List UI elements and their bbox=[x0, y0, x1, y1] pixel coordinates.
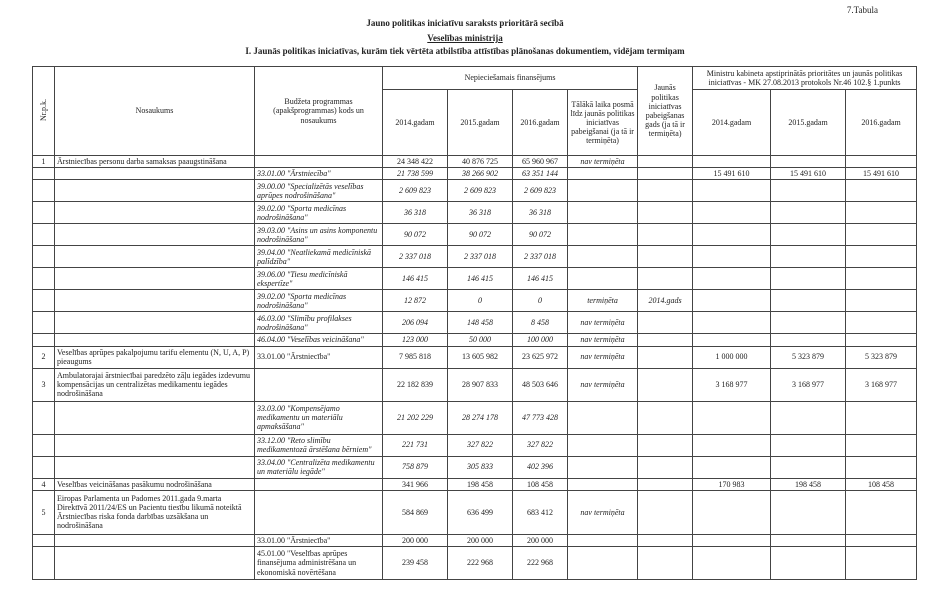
cell-v15: 200 000 bbox=[448, 534, 513, 546]
cell-c16: 5 323 879 bbox=[846, 346, 917, 368]
cell-v16: 2 337 018 bbox=[513, 246, 568, 268]
col-cab-2016: 2016.gadam bbox=[846, 90, 917, 156]
cell-prog: 39.03.00 "Asins un asins komponentu nodrošināšana" bbox=[255, 224, 383, 246]
table-row bbox=[33, 180, 917, 202]
cell-v15: 327 822 bbox=[448, 434, 513, 456]
cell-c15: 5 323 879 bbox=[771, 346, 846, 368]
cell-name bbox=[55, 168, 255, 180]
cell-prog: 33.04.00 "Centralizēta medikamentu un materiālu iegāde" bbox=[255, 456, 383, 478]
table-row bbox=[33, 546, 917, 579]
cell-v15: 38 266 902 bbox=[448, 168, 513, 180]
table-row bbox=[33, 312, 917, 334]
cell-c14: 170 983 bbox=[693, 478, 771, 490]
cell-end bbox=[638, 401, 693, 434]
cell-c16 bbox=[846, 224, 917, 246]
cell-c14: 1 000 000 bbox=[693, 346, 771, 368]
table-row bbox=[33, 168, 917, 180]
cell-name: Veselības aprūpes pakalpojumu tarifu elementu (N, U, A, P) pieaugums bbox=[55, 346, 255, 368]
document-title: Jauno politikas iniciatīvu saraksts prioritārā secībā bbox=[366, 18, 564, 28]
cell-c15: 3 168 977 bbox=[771, 368, 846, 401]
cell-end bbox=[638, 246, 693, 268]
table-row bbox=[33, 478, 917, 490]
cell-name bbox=[55, 290, 255, 312]
cell-v15: 148 458 bbox=[448, 312, 513, 334]
cell-end bbox=[638, 334, 693, 346]
cell-c15 bbox=[771, 290, 846, 312]
cell-c14 bbox=[693, 312, 771, 334]
cell-nr bbox=[33, 546, 55, 579]
cell-c15 bbox=[771, 534, 846, 546]
cell-v14: 758 879 bbox=[383, 456, 448, 478]
cell-nr bbox=[33, 334, 55, 346]
cell-v16: 683 412 bbox=[513, 490, 568, 534]
table-row bbox=[33, 334, 917, 346]
col-2014: 2014.gadam bbox=[383, 90, 448, 156]
cell-c16 bbox=[846, 180, 917, 202]
cell-prog: 33.01.00 "Ārstniecība" bbox=[255, 168, 383, 180]
cell-c16 bbox=[846, 202, 917, 224]
cell-prog: 39.06.00 "Tiesu medicīniskā ekspertīze" bbox=[255, 268, 383, 290]
col-2016: 2016.gadam bbox=[513, 90, 568, 156]
cell-nr bbox=[33, 434, 55, 456]
table-row bbox=[33, 434, 917, 456]
cell-v14: 221 731 bbox=[383, 434, 448, 456]
cell-c16 bbox=[846, 268, 917, 290]
cell-lt: nav termiņēta bbox=[568, 312, 638, 334]
cell-nr bbox=[33, 202, 55, 224]
cell-lt bbox=[568, 268, 638, 290]
cell-v16: 65 960 967 bbox=[513, 156, 568, 168]
col-cab-2014: 2014.gadam bbox=[693, 90, 771, 156]
cell-lt: nav termiņēta bbox=[568, 156, 638, 168]
col-2015: 2015.gadam bbox=[448, 90, 513, 156]
cell-end bbox=[638, 478, 693, 490]
cell-v15: 13 605 982 bbox=[448, 346, 513, 368]
table-row bbox=[33, 246, 917, 268]
cell-c16 bbox=[846, 490, 917, 534]
cell-nr bbox=[33, 290, 55, 312]
cell-c14 bbox=[693, 224, 771, 246]
cell-name: Eiropas Parlamenta un Padomes 2011.gada 9.marta Direktīvā 2011/24/ES un Pacientu tiesību likumā noteiktā Ārstniecības riska fonda darbības uzsākšana un nodrošināšana bbox=[55, 490, 255, 534]
cell-v14: 206 094 bbox=[383, 312, 448, 334]
cell-v15: 2 337 018 bbox=[448, 246, 513, 268]
initiatives-table bbox=[32, 66, 917, 580]
cell-lt bbox=[568, 546, 638, 579]
cell-nr: 5 bbox=[33, 490, 55, 534]
cell-nr bbox=[33, 224, 55, 246]
cell-name bbox=[55, 456, 255, 478]
cell-c15 bbox=[771, 246, 846, 268]
cell-end bbox=[638, 368, 693, 401]
cell-nr: 1 bbox=[33, 156, 55, 168]
cell-lt bbox=[568, 168, 638, 180]
cell-end bbox=[638, 202, 693, 224]
table-row bbox=[33, 534, 917, 546]
cell-nr bbox=[33, 246, 55, 268]
cell-v15: 0 bbox=[448, 290, 513, 312]
cell-c15 bbox=[771, 456, 846, 478]
cell-lt bbox=[568, 434, 638, 456]
cell-c14 bbox=[693, 180, 771, 202]
cell-nr: 2 bbox=[33, 346, 55, 368]
cell-c15 bbox=[771, 202, 846, 224]
cell-v14: 2 609 823 bbox=[383, 180, 448, 202]
cell-name bbox=[55, 180, 255, 202]
cell-c14 bbox=[693, 490, 771, 534]
cell-end bbox=[638, 168, 693, 180]
cell-lt bbox=[568, 401, 638, 434]
cell-v14: 146 415 bbox=[383, 268, 448, 290]
cell-c15 bbox=[771, 490, 846, 534]
table-row bbox=[33, 346, 917, 368]
cell-c14 bbox=[693, 534, 771, 546]
cell-v15: 305 833 bbox=[448, 456, 513, 478]
cell-v14: 12 872 bbox=[383, 290, 448, 312]
cell-prog: 33.01.00 "Ārstniecība" bbox=[255, 346, 383, 368]
cell-v14: 22 182 839 bbox=[383, 368, 448, 401]
cell-end bbox=[638, 346, 693, 368]
table-row bbox=[33, 401, 917, 434]
cell-c16 bbox=[846, 401, 917, 434]
cell-c15 bbox=[771, 312, 846, 334]
cell-c15 bbox=[771, 156, 846, 168]
cell-v15: 222 968 bbox=[448, 546, 513, 579]
cell-v14: 21 738 599 bbox=[383, 168, 448, 180]
cell-v16: 63 351 144 bbox=[513, 168, 568, 180]
cell-v15: 40 876 725 bbox=[448, 156, 513, 168]
cell-c15: 15 491 610 bbox=[771, 168, 846, 180]
cell-prog: 33.12.00 "Reto slimību medikamentozā ārstēšana bērniem" bbox=[255, 434, 383, 456]
table-row bbox=[33, 290, 917, 312]
cell-nr bbox=[33, 312, 55, 334]
cell-c14 bbox=[693, 434, 771, 456]
cell-nr bbox=[33, 456, 55, 478]
cell-name bbox=[55, 334, 255, 346]
cell-name bbox=[55, 202, 255, 224]
cell-v15: 146 415 bbox=[448, 268, 513, 290]
cell-c16 bbox=[846, 312, 917, 334]
cell-v16: 108 458 bbox=[513, 478, 568, 490]
col-funding: Nepieciešamais finansējums bbox=[383, 67, 638, 90]
cell-v16: 0 bbox=[513, 290, 568, 312]
cell-c14 bbox=[693, 456, 771, 478]
cell-c15 bbox=[771, 224, 846, 246]
cell-nr bbox=[33, 401, 55, 434]
cell-v14: 584 869 bbox=[383, 490, 448, 534]
cell-lt bbox=[568, 478, 638, 490]
cell-end bbox=[638, 312, 693, 334]
cell-c15 bbox=[771, 434, 846, 456]
cell-c14 bbox=[693, 156, 771, 168]
cell-c16: 108 458 bbox=[846, 478, 917, 490]
cell-v16: 90 072 bbox=[513, 224, 568, 246]
cell-prog: 46.03.00 "Slimību profilakses nodrošināšana" bbox=[255, 312, 383, 334]
cell-prog: 39.02.00 "Sporta medicīnas nodrošināšana" bbox=[255, 202, 383, 224]
cell-v14: 123 000 bbox=[383, 334, 448, 346]
cell-c15 bbox=[771, 268, 846, 290]
cell-c14: 15 491 610 bbox=[693, 168, 771, 180]
cell-v16: 327 822 bbox=[513, 434, 568, 456]
cell-nr bbox=[33, 268, 55, 290]
cell-name bbox=[55, 401, 255, 434]
cell-c16 bbox=[846, 546, 917, 579]
cell-lt: nav termiņēta bbox=[568, 346, 638, 368]
cell-c16 bbox=[846, 534, 917, 546]
cell-c14 bbox=[693, 202, 771, 224]
cell-lt: nav termiņēta bbox=[568, 334, 638, 346]
cell-lt bbox=[568, 202, 638, 224]
cell-c14 bbox=[693, 546, 771, 579]
cell-end bbox=[638, 434, 693, 456]
cell-prog bbox=[255, 156, 383, 168]
cell-c14 bbox=[693, 334, 771, 346]
table-row bbox=[33, 224, 917, 246]
cell-lt bbox=[568, 456, 638, 478]
cell-v16: 2 609 823 bbox=[513, 180, 568, 202]
cell-v16: 100 000 bbox=[513, 334, 568, 346]
cell-end bbox=[638, 546, 693, 579]
cell-lt bbox=[568, 246, 638, 268]
cell-name bbox=[55, 312, 255, 334]
cell-prog bbox=[255, 368, 383, 401]
cell-c16 bbox=[846, 156, 917, 168]
cell-lt bbox=[568, 224, 638, 246]
cell-lt bbox=[568, 180, 638, 202]
cell-end bbox=[638, 534, 693, 546]
cell-name: Ambulatorajai ārstniecībai paredzēto zāļu iegādes izdevumu kompensācijas un centralizētas medikamentu iegādes nodrošināšana bbox=[55, 368, 255, 401]
cell-nr: 4 bbox=[33, 478, 55, 490]
col-cab-2015: 2015.gadam bbox=[771, 90, 846, 156]
cell-prog: 39.00.00 "Specializētās veselības aprūpes nodrošināšana" bbox=[255, 180, 383, 202]
cell-name: Veselības veicināšanas pasākumu nodrošināšana bbox=[55, 478, 255, 490]
cell-prog: 39.02.00 "Sporta medicīnas nodrošināšana" bbox=[255, 290, 383, 312]
cell-lt: termiņēta bbox=[568, 290, 638, 312]
cell-c14 bbox=[693, 401, 771, 434]
table-row bbox=[33, 490, 917, 534]
cell-prog bbox=[255, 490, 383, 534]
cell-c16 bbox=[846, 290, 917, 312]
cell-v15: 28 274 178 bbox=[448, 401, 513, 434]
cell-v14: 341 966 bbox=[383, 478, 448, 490]
cell-v14: 90 072 bbox=[383, 224, 448, 246]
cell-v16: 200 000 bbox=[513, 534, 568, 546]
cell-nr bbox=[33, 534, 55, 546]
cell-prog bbox=[255, 478, 383, 490]
cell-v16: 47 773 428 bbox=[513, 401, 568, 434]
cell-v15: 636 499 bbox=[448, 490, 513, 534]
cell-v15: 28 907 833 bbox=[448, 368, 513, 401]
table-row bbox=[33, 368, 917, 401]
section-title: I. Jaunās politikas iniciatīvas, kurām tiek vērtēta atbilstība attīstības plānošanas dokumentiem, vidējam termiņam bbox=[245, 46, 685, 56]
cell-c16 bbox=[846, 434, 917, 456]
col-budget: Budžeta programmas (apakšprogrammas) kods un nosaukums bbox=[255, 67, 383, 156]
cell-c15 bbox=[771, 401, 846, 434]
cell-v15: 198 458 bbox=[448, 478, 513, 490]
cell-c15: 198 458 bbox=[771, 478, 846, 490]
cell-name bbox=[55, 434, 255, 456]
cell-prog: 45.01.00 "Veselības aprūpes finansējuma administrēšana un ekonomiskā novērtēšana bbox=[255, 546, 383, 579]
cell-name bbox=[55, 546, 255, 579]
cell-name bbox=[55, 224, 255, 246]
cell-v16: 36 318 bbox=[513, 202, 568, 224]
cell-c14 bbox=[693, 268, 771, 290]
cell-lt: nav termiņēta bbox=[568, 368, 638, 401]
cell-nr bbox=[33, 168, 55, 180]
cell-prog: 46.04.00 "Veselības veicināšana" bbox=[255, 334, 383, 346]
cell-v14: 21 202 229 bbox=[383, 401, 448, 434]
cell-c14: 3 168 977 bbox=[693, 368, 771, 401]
cell-end: 2014.gads bbox=[638, 290, 693, 312]
cell-c16 bbox=[846, 246, 917, 268]
cell-v16: 23 625 972 bbox=[513, 346, 568, 368]
cell-c14 bbox=[693, 290, 771, 312]
cell-c15 bbox=[771, 546, 846, 579]
cell-name bbox=[55, 534, 255, 546]
col-name: Nosaukums bbox=[55, 67, 255, 156]
cell-end bbox=[638, 456, 693, 478]
cell-name: Ārstniecības personu darba samaksas paaugstināšana bbox=[55, 156, 255, 168]
cell-c14 bbox=[693, 246, 771, 268]
cell-name bbox=[55, 246, 255, 268]
cell-v16: 48 503 646 bbox=[513, 368, 568, 401]
cell-prog: 33.01.00 "Ārstniecība" bbox=[255, 534, 383, 546]
cell-nr: 3 bbox=[33, 368, 55, 401]
cell-prog: 33.03.00 "Kompensējamo medikamentu un materiālu apmaksāšana" bbox=[255, 401, 383, 434]
cell-v16: 222 968 bbox=[513, 546, 568, 579]
col-end-year: Jaunās politikas iniciatīvas pabeigšanas gads (ja tā ir termiņēta) bbox=[638, 67, 693, 156]
table-row bbox=[33, 268, 917, 290]
col-nr: Nr.p.k. bbox=[33, 67, 55, 156]
cell-c15 bbox=[771, 334, 846, 346]
cell-v14: 239 458 bbox=[383, 546, 448, 579]
cell-name bbox=[55, 268, 255, 290]
cell-v15: 90 072 bbox=[448, 224, 513, 246]
col-long-term: Tālākā laika posmā līdz jaunās politikas iniciatīvas pabeigšanai (ja tā ir termiņēta) bbox=[568, 90, 638, 156]
table-row bbox=[33, 156, 917, 168]
cell-v15: 36 318 bbox=[448, 202, 513, 224]
cell-lt bbox=[568, 534, 638, 546]
cell-lt: nav termiņēta bbox=[568, 490, 638, 534]
cell-end bbox=[638, 268, 693, 290]
cell-c16 bbox=[846, 334, 917, 346]
cell-v16: 146 415 bbox=[513, 268, 568, 290]
cell-v16: 402 396 bbox=[513, 456, 568, 478]
cell-end bbox=[638, 156, 693, 168]
cell-v14: 7 985 818 bbox=[383, 346, 448, 368]
cell-v14: 200 000 bbox=[383, 534, 448, 546]
col-cabinet: Ministru kabineta apstiprinātās prioritātes un jaunās politikas iniciatīvas - MK 27.08.2013 protokols Nr.46 102.§ 1.punkts bbox=[693, 67, 917, 90]
table-number: 7.Tabula bbox=[846, 5, 878, 15]
cell-c16 bbox=[846, 456, 917, 478]
cell-end bbox=[638, 180, 693, 202]
cell-v14: 24 348 422 bbox=[383, 156, 448, 168]
cell-end bbox=[638, 224, 693, 246]
cell-v15: 2 609 823 bbox=[448, 180, 513, 202]
table-row bbox=[33, 456, 917, 478]
cell-v14: 2 337 018 bbox=[383, 246, 448, 268]
ministry-name: Veselības ministrija bbox=[427, 33, 503, 43]
cell-v16: 8 458 bbox=[513, 312, 568, 334]
cell-v15: 50 000 bbox=[448, 334, 513, 346]
cell-nr bbox=[33, 180, 55, 202]
cell-v14: 36 318 bbox=[383, 202, 448, 224]
cell-end bbox=[638, 490, 693, 534]
cell-c15 bbox=[771, 180, 846, 202]
cell-prog: 39.04.00 "Neatliekamā medicīniskā palīdzība" bbox=[255, 246, 383, 268]
cell-c16: 3 168 977 bbox=[846, 368, 917, 401]
table-row bbox=[33, 202, 917, 224]
cell-c16: 15 491 610 bbox=[846, 168, 917, 180]
